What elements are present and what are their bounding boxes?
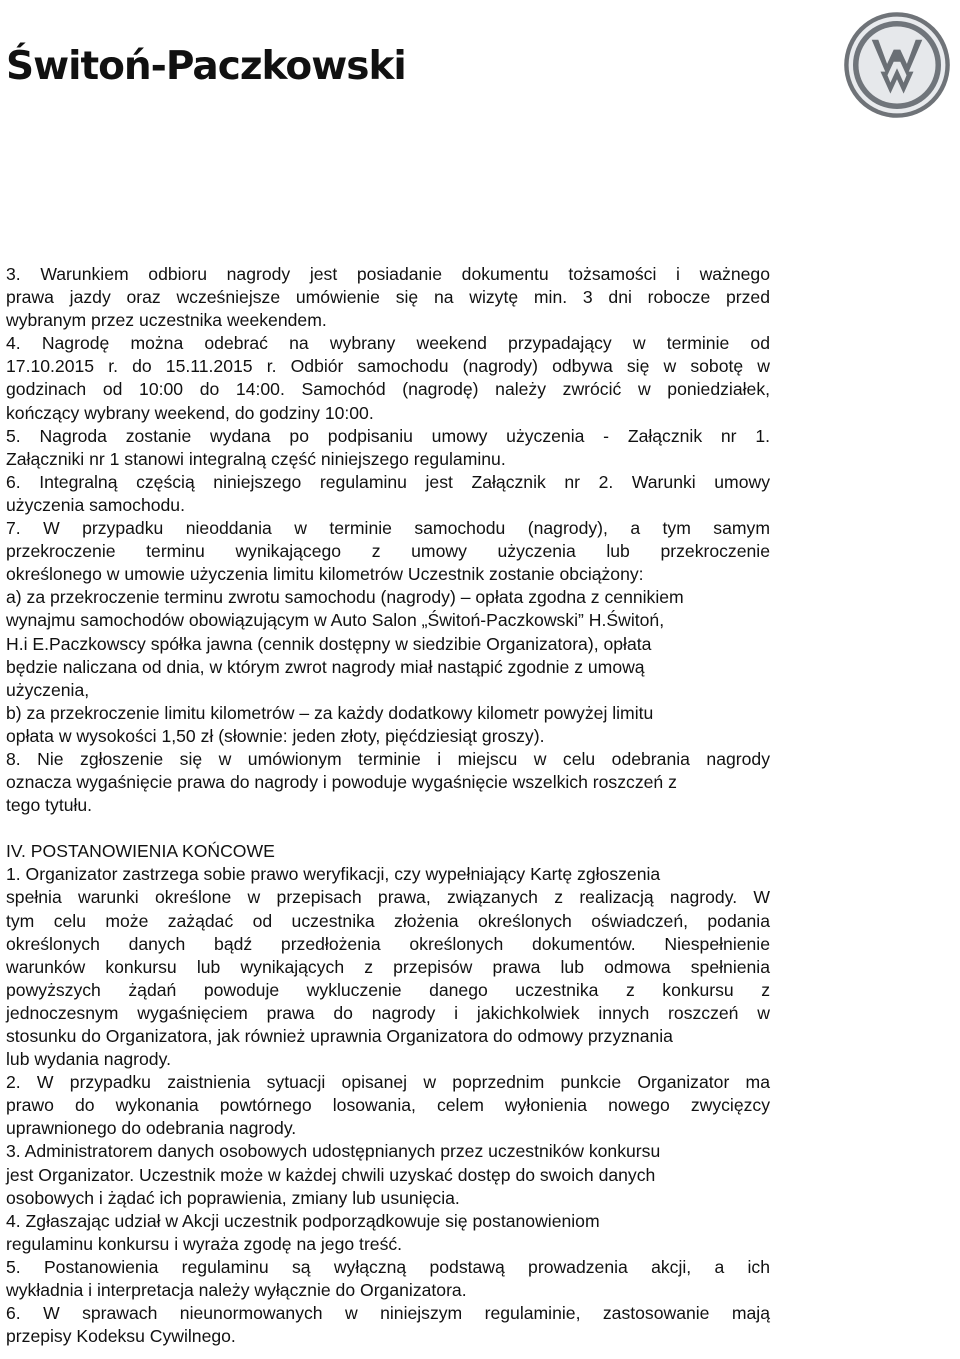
text-line: oznacza wygaśnięcie prawa do nagrody i powoduje wygaśnięcie wszelkich roszczeń z: [6, 772, 677, 793]
text-line: 5. Postanowienia regulaminu są wyłączną podstawą prowadzenia akcji, a ich: [6, 1256, 770, 1277]
brand-logo-text: Świtoń-Paczkowski: [6, 44, 406, 89]
text-line: 4. Nagrodę można odebrać na wybrany weekend przypadający w terminie od: [6, 333, 770, 354]
text-line: a) za przekroczenie terminu zwrotu samochodu (nagrody) – opłata zgodna z cennikiem: [6, 587, 684, 608]
text-line: b) za przekroczenie limitu kilometrów – za każdy dodatkowy kilometr powyżej limitu: [6, 702, 654, 723]
text-line: warunków konkursu lub wynikających z przepisów prawa lub odmowa spełnienia: [6, 956, 770, 977]
text-line: 6. Integralną częścią niniejszego regulaminu jest Załącznik nr 2. Warunki umowy: [6, 471, 770, 492]
text-line: H.i E.Paczkowscy spółka jawna (cennik dostępny w siedzibie Organizatora), opłata: [6, 633, 652, 654]
text-line: prawa jazdy oraz wcześniejsze umówienie się na wizytę min. 3 dni robocze przed: [6, 287, 770, 308]
text-line: osobowych i żądać ich poprawienia, zmiany lub usunięcia.: [6, 1187, 460, 1208]
text-line: wykładnia i interpretacja należy wyłącznie do Organizatora.: [6, 1280, 467, 1301]
text-line: godzinach od 10:00 do 14:00. Samochód (nagrodę) należy zwrócić w poniedziałek,: [6, 379, 770, 400]
text-line: 5. Nagroda zostanie wydana po podpisaniu umowy użyczenia - Załącznik nr 1.: [6, 425, 770, 446]
text-line: przekroczenie terminu wynikającego z umowy użyczenia lub przekroczenie: [6, 541, 770, 562]
text-line: 7. W przypadku nieoddania w terminie samochodu (nagrody), a tym samym: [6, 518, 770, 539]
text-line: wybranym przez uczestnika weekendem.: [6, 310, 327, 331]
text-line: uprawnionego do odebrania nagrody.: [6, 1118, 297, 1139]
text-line: opłata w wysokości 1,50 zł (słownie: jeden złoty, pięćdziesiąt groszy).: [6, 725, 545, 746]
text-line: przepisy Kodeksu Cywilnego.: [6, 1326, 236, 1347]
regulations-text: [6, 263, 770, 1348]
text-line: regulaminu konkursu i wyraża zgodę na jego treść.: [6, 1233, 403, 1254]
text-line: użyczenia samochodu.: [6, 494, 185, 515]
text-line: jednoczesnym wygaśnięciem prawa do nagrody i jakichkolwiek innych roszczeń w: [6, 1002, 770, 1023]
text-line: Załączniki nr 1 stanowi integralną część niniejszego regulaminu.: [6, 448, 506, 469]
blank-line: [6, 817, 770, 840]
text-line: 2. W przypadku zaistnienia sytuacji opisanej w poprzednim punkcie Organizator ma: [6, 1072, 770, 1093]
text-line: użyczenia,: [6, 679, 90, 700]
text-line: 3. Warunkiem odbioru nagrody jest posiadanie dokumentu tożsamości i ważnego: [6, 264, 770, 284]
text-line: 1. Organizator zastrzega sobie prawo weryfikacji, czy wypełniający Kartę zgłoszenia: [6, 864, 661, 885]
text-line: określonych danych bądź przedłożenia określonych dokumentów. Niespełnienie: [6, 933, 770, 954]
text-line: stosunku do Organizatora, jak również uprawnia Organizatora do odmowy przyznania: [6, 1026, 673, 1046]
text-line: tym celu może zażądać od uczestnika złożenia określonych oświadczeń, podania: [6, 910, 770, 931]
text-line: 17.10.2015 r. do 15.11.2015 r. Odbiór samochodu (nagrody) odbywa się w sobotę w: [6, 356, 770, 377]
text-line: powyższych żądań powoduje wykluczenie danego uczestnika z konkursu z: [6, 979, 770, 1000]
text-line: określonego w umowie użyczenia limitu kilometrów Uczestnik zostanie obciążony:: [6, 564, 644, 585]
text-line: 8. Nie zgłoszenie się w umówionym terminie i miejscu w celu odebrania nagrody: [6, 748, 770, 769]
section-heading: IV. POSTANOWIENIA KOŃCOWE: [6, 841, 275, 862]
text-line: jest Organizator. Uczestnik może w każdej chwili uzyskać dostęp do swoich danych: [6, 1164, 656, 1185]
text-line: 3. Administratorem danych osobowych udostępnianych przez uczestników konkursu: [6, 1141, 661, 1162]
text-line: lub wydania nagrody.: [6, 1049, 171, 1070]
text-line: kończący wybrany weekend, do godziny 10:00.: [6, 402, 374, 423]
text-line: 6. W sprawach nieunormowanych w niniejszym regulaminie, zastosowanie mają: [6, 1303, 770, 1324]
text-line: będzie naliczana od dnia, w którym zwrot nagrody miał nastąpić zgodnie z umową: [6, 656, 645, 677]
text-line: 4. Zgłaszając udział w Akcji uczestnik podporządkowuje się postanowieniom: [6, 1210, 600, 1231]
text-line: prawo do wykonania powtórnego losowania, celem wyłonienia nowego zwycięzcy: [6, 1095, 770, 1116]
text-line: spełnia warunki określone w przepisach prawa, związanych z realizacją nagrody. W: [6, 887, 770, 908]
vw-logo-icon: [842, 10, 952, 120]
text-line: tego tytułu.: [6, 795, 93, 816]
text-line: wynajmu samochodów obowiązującym w Auto Salon „Świtoń-Paczkowski” H.Świtoń,: [6, 610, 665, 631]
